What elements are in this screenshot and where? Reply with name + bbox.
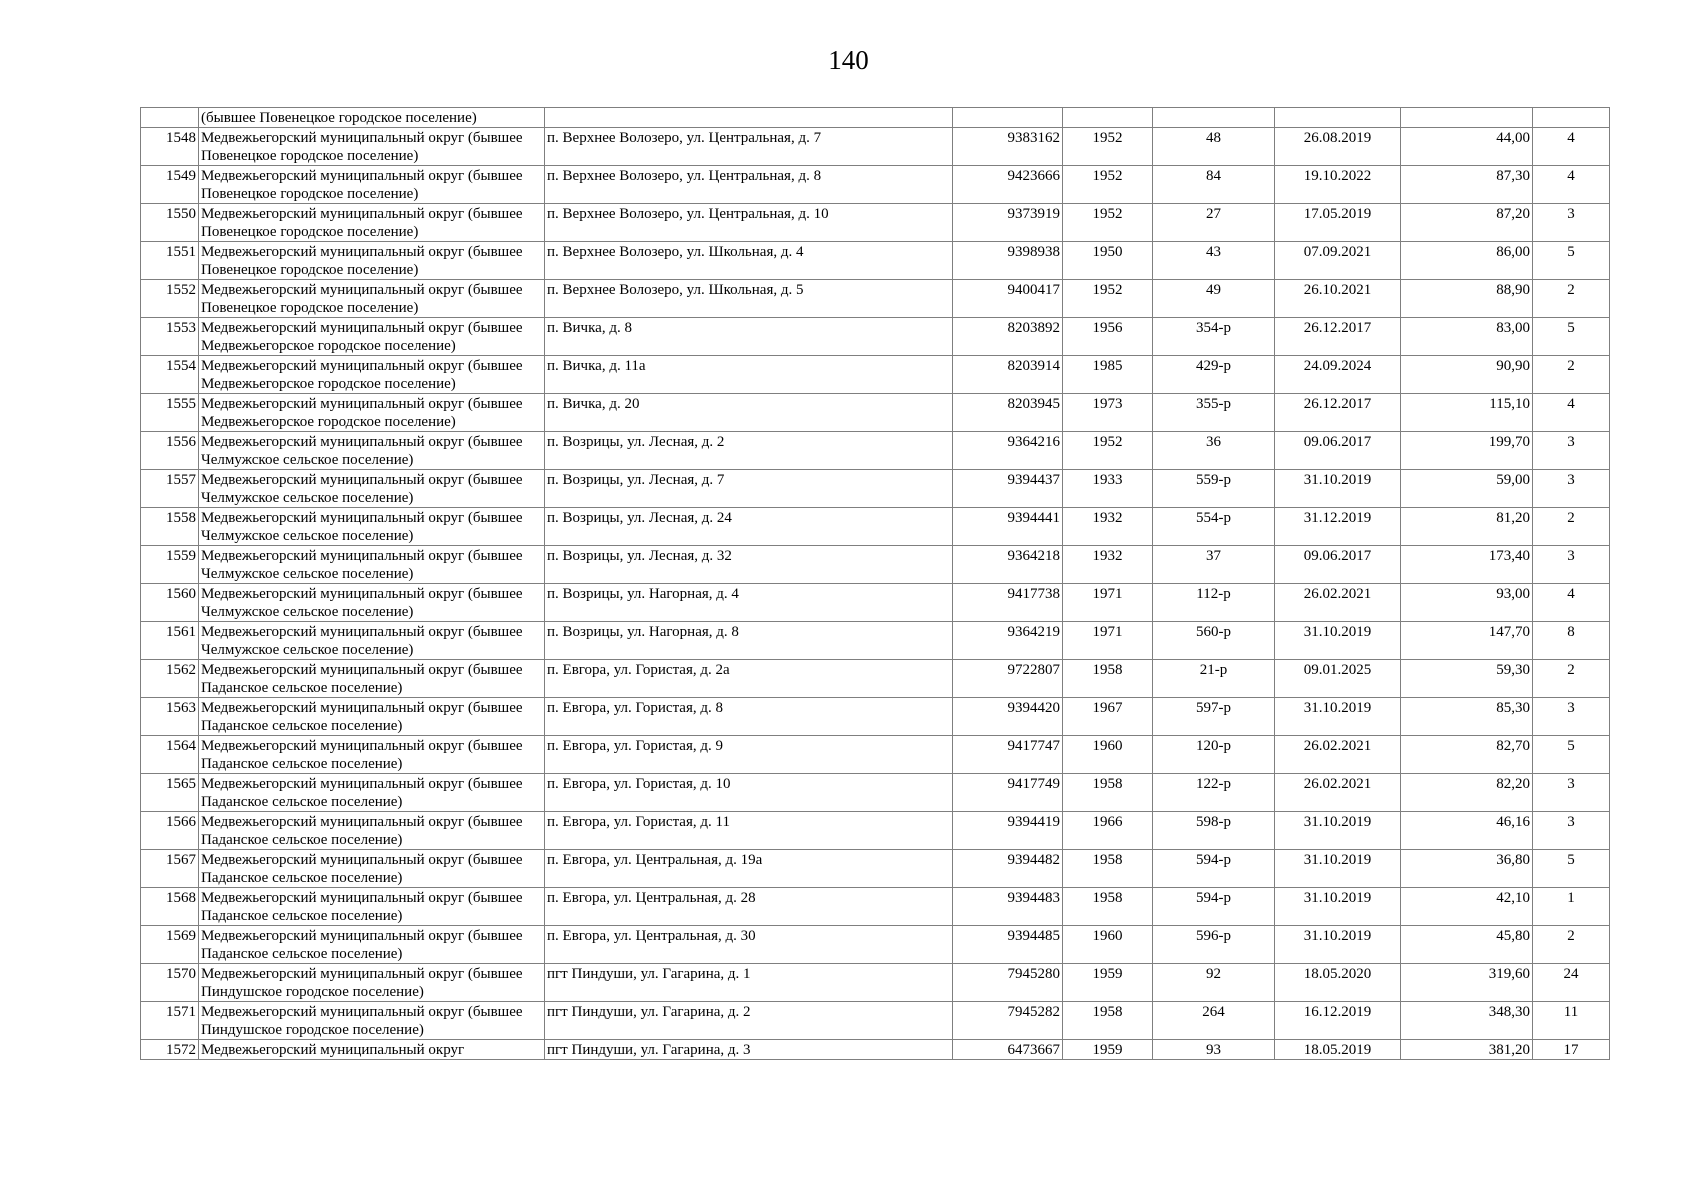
cell-address: п. Евгора, ул. Гористая, д. 9: [545, 736, 953, 774]
cell-code: 9722807: [953, 660, 1063, 698]
cell-count: 3: [1533, 698, 1610, 736]
cell-municipality: Медвежьегорский муниципальный округ (бывшее Паданское сельское поселение): [199, 774, 545, 812]
cell-number: 1560: [141, 584, 199, 622]
cell-document: 429-р: [1153, 356, 1275, 394]
cell-count: 2: [1533, 508, 1610, 546]
cell-municipality: Медвежьегорский муниципальный округ (бывшее Паданское сельское поселение): [199, 660, 545, 698]
cell-area: 319,60: [1401, 964, 1533, 1002]
cell-count: 1: [1533, 888, 1610, 926]
cell-code: 9400417: [953, 280, 1063, 318]
cell-municipality: Медвежьегорский муниципальный округ (бывшее Челмужское сельское поселение): [199, 432, 545, 470]
cell-municipality: Медвежьегорский муниципальный округ (бывшее Медвежьегорское городское поселение): [199, 356, 545, 394]
cell-number: 1568: [141, 888, 199, 926]
cell-document: 36: [1153, 432, 1275, 470]
cell-address: пгт Пиндуши, ул. Гагарина, д. 1: [545, 964, 953, 1002]
cell-date: 31.10.2019: [1275, 888, 1401, 926]
cell-number: 1558: [141, 508, 199, 546]
table-row: [141, 166, 1610, 204]
cell-document: 49: [1153, 280, 1275, 318]
cell-date: 18.05.2019: [1275, 1040, 1401, 1060]
cell-address: п. Евгора, ул. Гористая, д. 2а: [545, 660, 953, 698]
cell-document: 27: [1153, 204, 1275, 242]
cell-year: 1952: [1063, 204, 1153, 242]
cell-code: 9417738: [953, 584, 1063, 622]
cell-count: 3: [1533, 812, 1610, 850]
cell-count: 5: [1533, 242, 1610, 280]
cell-document: 598-р: [1153, 812, 1275, 850]
cell-number: 1571: [141, 1002, 199, 1040]
cell-date: 17.05.2019: [1275, 204, 1401, 242]
housing-registry-table: [140, 107, 1610, 1060]
cell-number: 1561: [141, 622, 199, 660]
table-row: [141, 812, 1610, 850]
cell-code: 9364218: [953, 546, 1063, 584]
cell-year: 1958: [1063, 850, 1153, 888]
cell-document: 596-р: [1153, 926, 1275, 964]
cell-municipality: Медвежьегорский муниципальный округ (бывшее Медвежьегорское городское поселение): [199, 318, 545, 356]
cell-code: 9398938: [953, 242, 1063, 280]
cell-count: 2: [1533, 660, 1610, 698]
cell-year: 1952: [1063, 128, 1153, 166]
table-row: [141, 470, 1610, 508]
table-body: [141, 108, 1610, 1060]
cell-year: 1960: [1063, 736, 1153, 774]
cell-count: 3: [1533, 204, 1610, 242]
cell-address: п. Возрицы, ул. Нагорная, д. 4: [545, 584, 953, 622]
cell-address: п. Возрицы, ул. Лесная, д. 7: [545, 470, 953, 508]
table-row: [141, 964, 1610, 1002]
cell-date: 31.10.2019: [1275, 470, 1401, 508]
cell-date: 09.01.2025: [1275, 660, 1401, 698]
cell-document: 84: [1153, 166, 1275, 204]
cell-code: 9417749: [953, 774, 1063, 812]
cell-document: 112-р: [1153, 584, 1275, 622]
cell-area: 348,30: [1401, 1002, 1533, 1040]
cell-municipality: Медвежьегорский муниципальный округ (бывшее Паданское сельское поселение): [199, 698, 545, 736]
cell-number: 1559: [141, 546, 199, 584]
table-row: [141, 850, 1610, 888]
cell-year: [1063, 108, 1153, 128]
cell-number: 1562: [141, 660, 199, 698]
cell-code: [953, 108, 1063, 128]
cell-number: 1570: [141, 964, 199, 1002]
cell-number: 1564: [141, 736, 199, 774]
cell-code: 9394437: [953, 470, 1063, 508]
cell-year: 1932: [1063, 546, 1153, 584]
cell-year: 1959: [1063, 1040, 1153, 1060]
cell-code: 9417747: [953, 736, 1063, 774]
cell-area: 59,00: [1401, 470, 1533, 508]
cell-address: п. Верхнее Волозеро, ул. Школьная, д. 4: [545, 242, 953, 280]
cell-address: п. Возрицы, ул. Лесная, д. 32: [545, 546, 953, 584]
cell-address: п. Евгора, ул. Центральная, д. 28: [545, 888, 953, 926]
cell-code: 9364219: [953, 622, 1063, 660]
cell-number: 1569: [141, 926, 199, 964]
table-row: [141, 546, 1610, 584]
cell-year: 1971: [1063, 584, 1153, 622]
cell-document: 559-р: [1153, 470, 1275, 508]
cell-address: п. Евгора, ул. Гористая, д. 11: [545, 812, 953, 850]
table-row: [141, 1040, 1610, 1060]
cell-municipality: (бывшее Повенецкое городское поселение): [199, 108, 545, 128]
cell-address: пгт Пиндуши, ул. Гагарина, д. 2: [545, 1002, 953, 1040]
cell-area: 115,10: [1401, 394, 1533, 432]
cell-number: [141, 108, 199, 128]
cell-area: 90,90: [1401, 356, 1533, 394]
table-row: [141, 926, 1610, 964]
cell-code: 8203914: [953, 356, 1063, 394]
cell-year: 1960: [1063, 926, 1153, 964]
cell-municipality: Медвежьегорский муниципальный округ (бывшее Паданское сельское поселение): [199, 926, 545, 964]
cell-year: 1967: [1063, 698, 1153, 736]
cell-date: 26.02.2021: [1275, 584, 1401, 622]
cell-code: 7945282: [953, 1002, 1063, 1040]
cell-count: 2: [1533, 926, 1610, 964]
cell-count: 5: [1533, 850, 1610, 888]
cell-document: 92: [1153, 964, 1275, 1002]
cell-document: 120-р: [1153, 736, 1275, 774]
cell-municipality: Медвежьегорский муниципальный округ (бывшее Паданское сельское поселение): [199, 888, 545, 926]
cell-year: 1956: [1063, 318, 1153, 356]
cell-year: 1958: [1063, 888, 1153, 926]
cell-address: п. Евгора, ул. Центральная, д. 19а: [545, 850, 953, 888]
cell-count: 4: [1533, 584, 1610, 622]
cell-document: 264: [1153, 1002, 1275, 1040]
cell-municipality: Медвежьегорский муниципальный округ (бывшее Пиндушское городское поселение): [199, 964, 545, 1002]
cell-date: 24.09.2024: [1275, 356, 1401, 394]
cell-count: 17: [1533, 1040, 1610, 1060]
cell-code: 9383162: [953, 128, 1063, 166]
cell-year: 1958: [1063, 774, 1153, 812]
cell-number: 1567: [141, 850, 199, 888]
cell-municipality: Медвежьегорский муниципальный округ (бывшее Медвежьегорское городское поселение): [199, 394, 545, 432]
table-row: [141, 736, 1610, 774]
cell-document: [1153, 108, 1275, 128]
cell-number: 1556: [141, 432, 199, 470]
cell-date: 26.08.2019: [1275, 128, 1401, 166]
cell-date: 31.10.2019: [1275, 812, 1401, 850]
cell-date: 09.06.2017: [1275, 546, 1401, 584]
cell-code: 8203945: [953, 394, 1063, 432]
cell-count: 11: [1533, 1002, 1610, 1040]
cell-area: 83,00: [1401, 318, 1533, 356]
cell-municipality: Медвежьегорский муниципальный округ (бывшее Повенецкое городское поселение): [199, 166, 545, 204]
cell-area: 82,70: [1401, 736, 1533, 774]
cell-date: 09.06.2017: [1275, 432, 1401, 470]
cell-number: 1554: [141, 356, 199, 394]
cell-municipality: Медвежьегорский муниципальный округ (бывшее Повенецкое городское поселение): [199, 128, 545, 166]
cell-year: 1952: [1063, 432, 1153, 470]
cell-address: п. Евгора, ул. Гористая, д. 8: [545, 698, 953, 736]
cell-municipality: Медвежьегорский муниципальный округ (бывшее Челмужское сельское поселение): [199, 622, 545, 660]
cell-year: 1933: [1063, 470, 1153, 508]
cell-number: 1563: [141, 698, 199, 736]
table-row: [141, 660, 1610, 698]
cell-year: 1952: [1063, 166, 1153, 204]
cell-address: п. Евгора, ул. Гористая, д. 10: [545, 774, 953, 812]
cell-municipality: Медвежьегорский муниципальный округ (бывшее Паданское сельское поселение): [199, 850, 545, 888]
cell-address: п. Возрицы, ул. Нагорная, д. 8: [545, 622, 953, 660]
cell-count: 24: [1533, 964, 1610, 1002]
cell-area: 42,10: [1401, 888, 1533, 926]
cell-municipality: Медвежьегорский муниципальный округ (бывшее Паданское сельское поселение): [199, 812, 545, 850]
cell-area: [1401, 108, 1533, 128]
cell-count: [1533, 108, 1610, 128]
cell-number: 1551: [141, 242, 199, 280]
cell-municipality: Медвежьегорский муниципальный округ (бывшее Повенецкое городское поселение): [199, 242, 545, 280]
cell-document: 48: [1153, 128, 1275, 166]
cell-year: 1932: [1063, 508, 1153, 546]
cell-area: 381,20: [1401, 1040, 1533, 1060]
cell-number: 1557: [141, 470, 199, 508]
cell-municipality: Медвежьегорский муниципальный округ (бывшее Челмужское сельское поселение): [199, 470, 545, 508]
cell-year: 1971: [1063, 622, 1153, 660]
cell-code: 8203892: [953, 318, 1063, 356]
cell-date: 31.12.2019: [1275, 508, 1401, 546]
cell-address: [545, 108, 953, 128]
cell-municipality: Медвежьегорский муниципальный округ (бывшее Повенецкое городское поселение): [199, 204, 545, 242]
cell-address: п. Верхнее Волозеро, ул. Центральная, д. 8: [545, 166, 953, 204]
cell-date: 19.10.2022: [1275, 166, 1401, 204]
cell-count: 3: [1533, 774, 1610, 812]
cell-municipality: Медвежьегорский муниципальный округ: [199, 1040, 545, 1060]
cell-area: 45,80: [1401, 926, 1533, 964]
cell-municipality: Медвежьегорский муниципальный округ (бывшее Челмужское сельское поселение): [199, 584, 545, 622]
cell-date: 26.12.2017: [1275, 394, 1401, 432]
cell-date: 26.02.2021: [1275, 736, 1401, 774]
cell-code: 6473667: [953, 1040, 1063, 1060]
cell-area: 87,20: [1401, 204, 1533, 242]
table-row: [141, 204, 1610, 242]
cell-document: 93: [1153, 1040, 1275, 1060]
cell-code: 7945280: [953, 964, 1063, 1002]
cell-year: 1952: [1063, 280, 1153, 318]
cell-area: 147,70: [1401, 622, 1533, 660]
cell-number: 1572: [141, 1040, 199, 1060]
cell-number: 1566: [141, 812, 199, 850]
cell-code: 9373919: [953, 204, 1063, 242]
cell-code: 9394420: [953, 698, 1063, 736]
cell-municipality: Медвежьегорский муниципальный округ (бывшее Паданское сельское поселение): [199, 736, 545, 774]
cell-count: 3: [1533, 470, 1610, 508]
cell-number: 1549: [141, 166, 199, 204]
cell-code: 9394483: [953, 888, 1063, 926]
cell-number: 1550: [141, 204, 199, 242]
cell-code: 9364216: [953, 432, 1063, 470]
cell-year: 1973: [1063, 394, 1153, 432]
cell-address: п. Вичка, д. 11а: [545, 356, 953, 394]
table-row: [141, 508, 1610, 546]
cell-year: 1958: [1063, 1002, 1153, 1040]
table-row: [141, 280, 1610, 318]
cell-count: 4: [1533, 128, 1610, 166]
cell-code: 9423666: [953, 166, 1063, 204]
table-row: [141, 128, 1610, 166]
cell-area: 93,00: [1401, 584, 1533, 622]
cell-count: 4: [1533, 394, 1610, 432]
cell-date: 07.09.2021: [1275, 242, 1401, 280]
cell-year: 1966: [1063, 812, 1153, 850]
cell-area: 85,30: [1401, 698, 1533, 736]
table-row: [141, 698, 1610, 736]
cell-area: 36,80: [1401, 850, 1533, 888]
cell-area: 46,16: [1401, 812, 1533, 850]
cell-count: 2: [1533, 280, 1610, 318]
cell-code: 9394485: [953, 926, 1063, 964]
cell-year: 1959: [1063, 964, 1153, 1002]
cell-count: 5: [1533, 736, 1610, 774]
cell-area: 86,00: [1401, 242, 1533, 280]
cell-area: 87,30: [1401, 166, 1533, 204]
cell-number: 1548: [141, 128, 199, 166]
cell-document: 122-р: [1153, 774, 1275, 812]
cell-municipality: Медвежьегорский муниципальный округ (бывшее Челмужское сельское поселение): [199, 508, 545, 546]
cell-number: 1553: [141, 318, 199, 356]
cell-address: п. Евгора, ул. Центральная, д. 30: [545, 926, 953, 964]
cell-address: п. Вичка, д. 20: [545, 394, 953, 432]
cell-document: 354-р: [1153, 318, 1275, 356]
cell-document: 597-р: [1153, 698, 1275, 736]
cell-year: 1985: [1063, 356, 1153, 394]
cell-number: 1552: [141, 280, 199, 318]
cell-area: 59,30: [1401, 660, 1533, 698]
cell-municipality: Медвежьегорский муниципальный округ (бывшее Челмужское сельское поселение): [199, 546, 545, 584]
cell-date: 26.12.2017: [1275, 318, 1401, 356]
table-row: [141, 432, 1610, 470]
cell-document: 594-р: [1153, 888, 1275, 926]
cell-year: 1958: [1063, 660, 1153, 698]
cell-area: 173,40: [1401, 546, 1533, 584]
cell-document: 43: [1153, 242, 1275, 280]
cell-area: 82,20: [1401, 774, 1533, 812]
cell-address: п. Возрицы, ул. Лесная, д. 24: [545, 508, 953, 546]
table-row-continuation: [141, 108, 1610, 128]
cell-count: 4: [1533, 166, 1610, 204]
cell-area: 81,20: [1401, 508, 1533, 546]
table-row: [141, 774, 1610, 812]
cell-date: [1275, 108, 1401, 128]
cell-date: 26.02.2021: [1275, 774, 1401, 812]
table-row: [141, 888, 1610, 926]
cell-number: 1565: [141, 774, 199, 812]
cell-count: 3: [1533, 432, 1610, 470]
cell-municipality: Медвежьегорский муниципальный округ (бывшее Пиндушское городское поселение): [199, 1002, 545, 1040]
cell-address: п. Верхнее Волозеро, ул. Школьная, д. 5: [545, 280, 953, 318]
cell-date: 18.05.2020: [1275, 964, 1401, 1002]
table-row: [141, 394, 1610, 432]
cell-address: п. Верхнее Волозеро, ул. Центральная, д. 7: [545, 128, 953, 166]
cell-count: 2: [1533, 356, 1610, 394]
table-row: [141, 1002, 1610, 1040]
cell-date: 31.10.2019: [1275, 850, 1401, 888]
table-row: [141, 584, 1610, 622]
cell-area: 44,00: [1401, 128, 1533, 166]
cell-date: 31.10.2019: [1275, 698, 1401, 736]
cell-date: 31.10.2019: [1275, 926, 1401, 964]
page-number: 140: [828, 45, 869, 75]
cell-year: 1950: [1063, 242, 1153, 280]
cell-code: 9394482: [953, 850, 1063, 888]
cell-code: 9394441: [953, 508, 1063, 546]
cell-address: п. Возрицы, ул. Лесная, д. 2: [545, 432, 953, 470]
cell-count: 5: [1533, 318, 1610, 356]
cell-address: п. Вичка, д. 8: [545, 318, 953, 356]
cell-date: 16.12.2019: [1275, 1002, 1401, 1040]
cell-code: 9394419: [953, 812, 1063, 850]
cell-document: 594-р: [1153, 850, 1275, 888]
cell-document: 37: [1153, 546, 1275, 584]
cell-date: 26.10.2021: [1275, 280, 1401, 318]
cell-document: 560-р: [1153, 622, 1275, 660]
cell-address: п. Верхнее Волозеро, ул. Центральная, д. 10: [545, 204, 953, 242]
cell-municipality: Медвежьегорский муниципальный округ (бывшее Повенецкое городское поселение): [199, 280, 545, 318]
cell-document: 21-р: [1153, 660, 1275, 698]
cell-address: пгт Пиндуши, ул. Гагарина, д. 3: [545, 1040, 953, 1060]
cell-area: 199,70: [1401, 432, 1533, 470]
cell-document: 355-р: [1153, 394, 1275, 432]
table-row: [141, 356, 1610, 394]
cell-count: 8: [1533, 622, 1610, 660]
table-row: [141, 242, 1610, 280]
cell-document: 554-р: [1153, 508, 1275, 546]
table-row: [141, 318, 1610, 356]
table-row: [141, 622, 1610, 660]
cell-count: 3: [1533, 546, 1610, 584]
cell-number: 1555: [141, 394, 199, 432]
cell-area: 88,90: [1401, 280, 1533, 318]
cell-date: 31.10.2019: [1275, 622, 1401, 660]
